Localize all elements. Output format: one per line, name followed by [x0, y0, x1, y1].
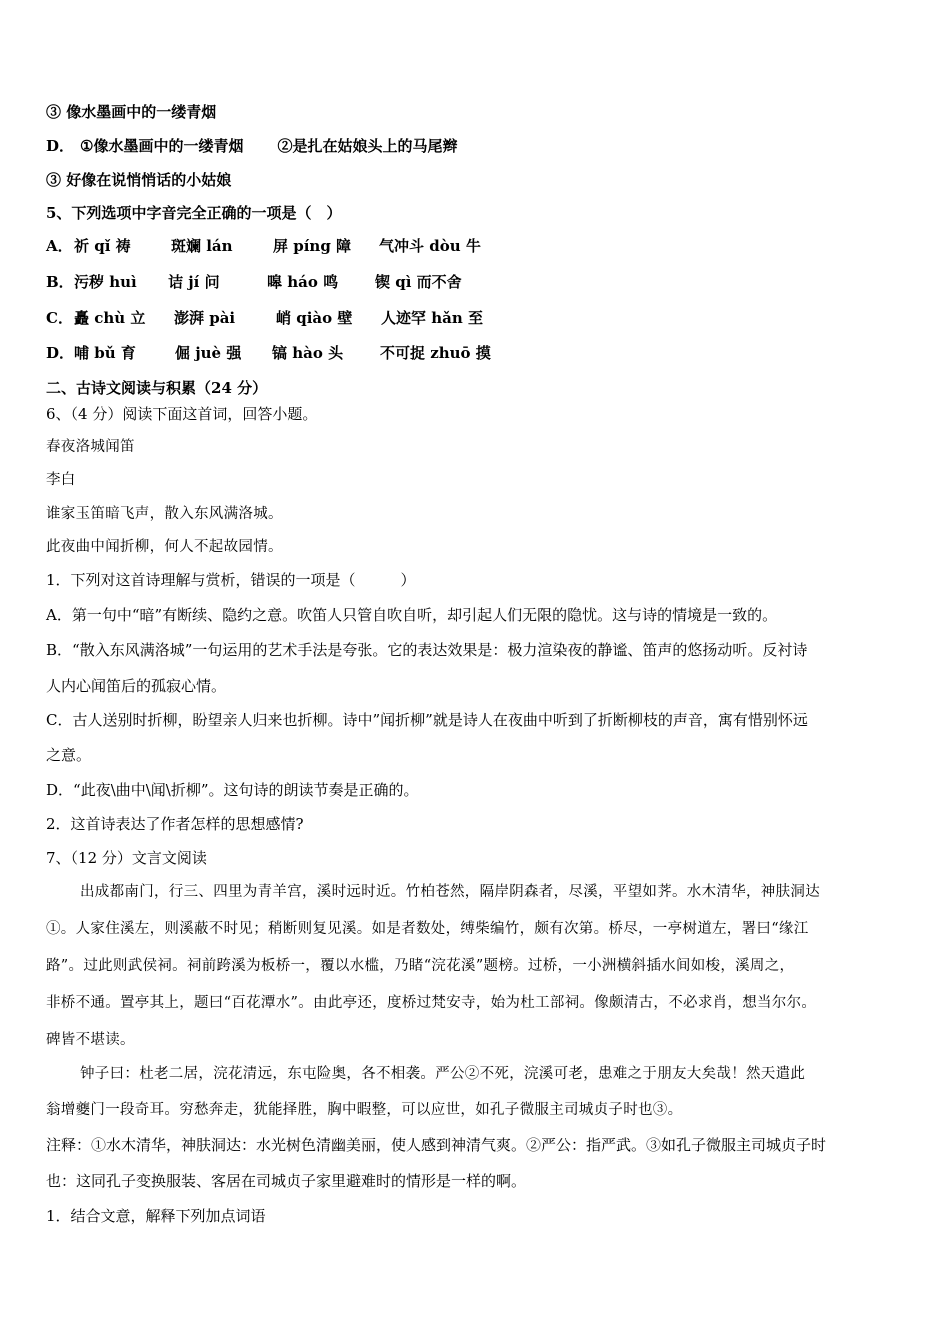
q5-option-item: 峭 qiào 壁	[276, 309, 353, 327]
q5-option-d	[46, 343, 491, 363]
q7-notes-line1: 注释：①水木清华，神肤洞达：水光树色清幽美丽，使人感到神清气爽。②严公：指严武。③如孔子微服主司城贞子时	[46, 1136, 827, 1154]
q5-option-item: 人迹罕 hǎn 至	[381, 309, 483, 327]
q5-option-item: 倔 juè 强	[175, 344, 242, 362]
q7-passage-p1-line4: 非桥不通。置亭其上，题曰“百花潭水”。由此亭还，度桥过梵安寺，始为杜工部祠。像颇清古，不必求肖，想当尔尔。	[46, 995, 817, 1011]
q7-passage-p1-line1: 出成都南门，行三、四里为青羊宫，溪时远时近。竹柏苍然，隔岸阴森者，尽溪，平望如荠。水木清华，神肤洞达	[80, 884, 820, 900]
q5-option-item: 澎湃 pài	[174, 309, 236, 327]
q7-passage-p2-line1: 钟子曰：杜老二居，浣花清远，东屯险奥，各不相袭。严公②不死，浣溪可老，患难之于朋友大矣哉！然天遣此	[80, 1066, 806, 1082]
q5-option-item: 斑斓 lán	[171, 237, 233, 255]
q5-option-label: A．	[46, 237, 73, 255]
q5-option-item: 镐 hào 头	[272, 344, 344, 362]
q7-notes-line2: 也：这同孔子变换服装、客居在司城贞子家里避难时的情形是一样的啊。	[46, 1172, 527, 1190]
poem-title: 春夜洛城闻笛	[46, 439, 135, 455]
q5-option-a	[46, 236, 481, 256]
q5-option-label: D．	[46, 344, 75, 362]
q7-passage-p1-line3: 路”。过此则武侯祠。祠前跨溪为板桥一，覆以水槛，乃睹“浣花溪”题榜。过桥，一小洲横斜插水间如梭，溪周之，	[46, 958, 795, 974]
q6-sub2-stem: 2．这首诗表达了作者怎样的思想感情?	[46, 815, 304, 833]
q5-stem: 5、下列选项中字音完全正确的一项是（ ）	[46, 204, 342, 222]
q5-option-label: C．	[46, 309, 73, 327]
q5-option-item: 嗥 háo 鸣	[267, 273, 339, 291]
section-2-heading: 二、古诗文阅读与积累（24 分）	[46, 379, 268, 397]
q6-option-c-line1: C．古人送别时折柳，盼望亲人归来也折柳。诗中”闻折柳”就是诗人在夜曲中听到了折断柳枝的声音，寓有惜别怀远	[46, 711, 808, 729]
q6-option-d: D．“此夜\曲中\闻\折柳”。这句诗的朗读节奏是正确的。	[46, 781, 419, 799]
q5-option-item: 屏 píng 障	[273, 237, 352, 255]
q5-option-c	[46, 308, 483, 328]
q5-option-item: 祈 qǐ 祷	[74, 237, 131, 255]
q5-option-item: 矗 chù 立	[74, 309, 146, 327]
poem-line-2: 此夜曲中闻折柳，何人不起故园情。	[46, 539, 283, 555]
q5-option-b	[46, 272, 462, 292]
q7-passage-p2-line2: 翁增夔门一段奇耳。穷愁奔走，犹能择胜，胸中暇整，可以应世，如孔子微服主司城贞子时也③。	[46, 1102, 683, 1118]
q6-option-b-line1: B．“散入东风满洛城”一句运用的艺术手法是夸张。它的表达效果是：极力渲染夜的静谧、笛声的悠扬动听。反衬诗	[46, 641, 808, 659]
poem-line-1: 谁家玉笛暗飞声，散入东风满洛城。	[46, 506, 283, 522]
poem-author: 李白	[46, 472, 76, 488]
q6-option-b-line2: 人内心闻笛后的孤寂心情。	[46, 677, 227, 695]
q5-option-item: 锲 qì 而不舍	[375, 273, 462, 291]
q5-option-label: B．	[46, 273, 74, 291]
q6-sub1-stem: 1．下列对这首诗理解与赏析，错误的一项是（ ）	[46, 571, 416, 589]
q5-option-item: 哺 bǔ 育	[74, 344, 136, 362]
q5-option-item: 气冲斗 dòu 牛	[379, 237, 481, 255]
q7-passage-p1-line5: 碑皆不堪读。	[46, 1032, 135, 1048]
q6-stem: 6、（4 分）阅读下面这首词，回答小题。	[46, 405, 318, 423]
q7-passage-p1-line2: ①。人家住溪左，则溪蔽不时见；稍断则复见溪。如是者数处，缚柴编竹，颇有次第。桥尽，一亭树道左，署曰“缘江	[46, 921, 809, 937]
q4-option-d-label: D．	[46, 137, 75, 155]
q5-option-item: 诘 jí 问	[168, 273, 220, 291]
q7-stem: 7、（12 分）文言文阅读	[46, 849, 207, 867]
q7-sub1-stem: 1．结合文意，解释下列加点词语	[46, 1207, 266, 1225]
q4-option-d	[46, 136, 457, 156]
q4-option-d-part2: ②是扎在姑娘头上的马尾辫	[277, 137, 458, 155]
q5-option-item: 污秽 huì	[74, 273, 137, 291]
q4-option-d-line3: ③ 好像在说悄悄话的小姑娘	[46, 171, 232, 189]
q5-option-item: 不可捉 zhuō 摸	[380, 344, 491, 362]
q6-option-a: A．第一句中“暗”有断续、隐约之意。吹笛人只管自吹自听，却引起人们无限的隐忧。这与诗的情境是一致的。	[46, 606, 778, 624]
q6-option-c-line2: 之意。	[46, 746, 92, 764]
q4-line-3: ③ 像水墨画中的一缕青烟	[46, 103, 217, 121]
q4-option-d-part1: ①像水墨画中的一缕青烟	[80, 137, 244, 155]
